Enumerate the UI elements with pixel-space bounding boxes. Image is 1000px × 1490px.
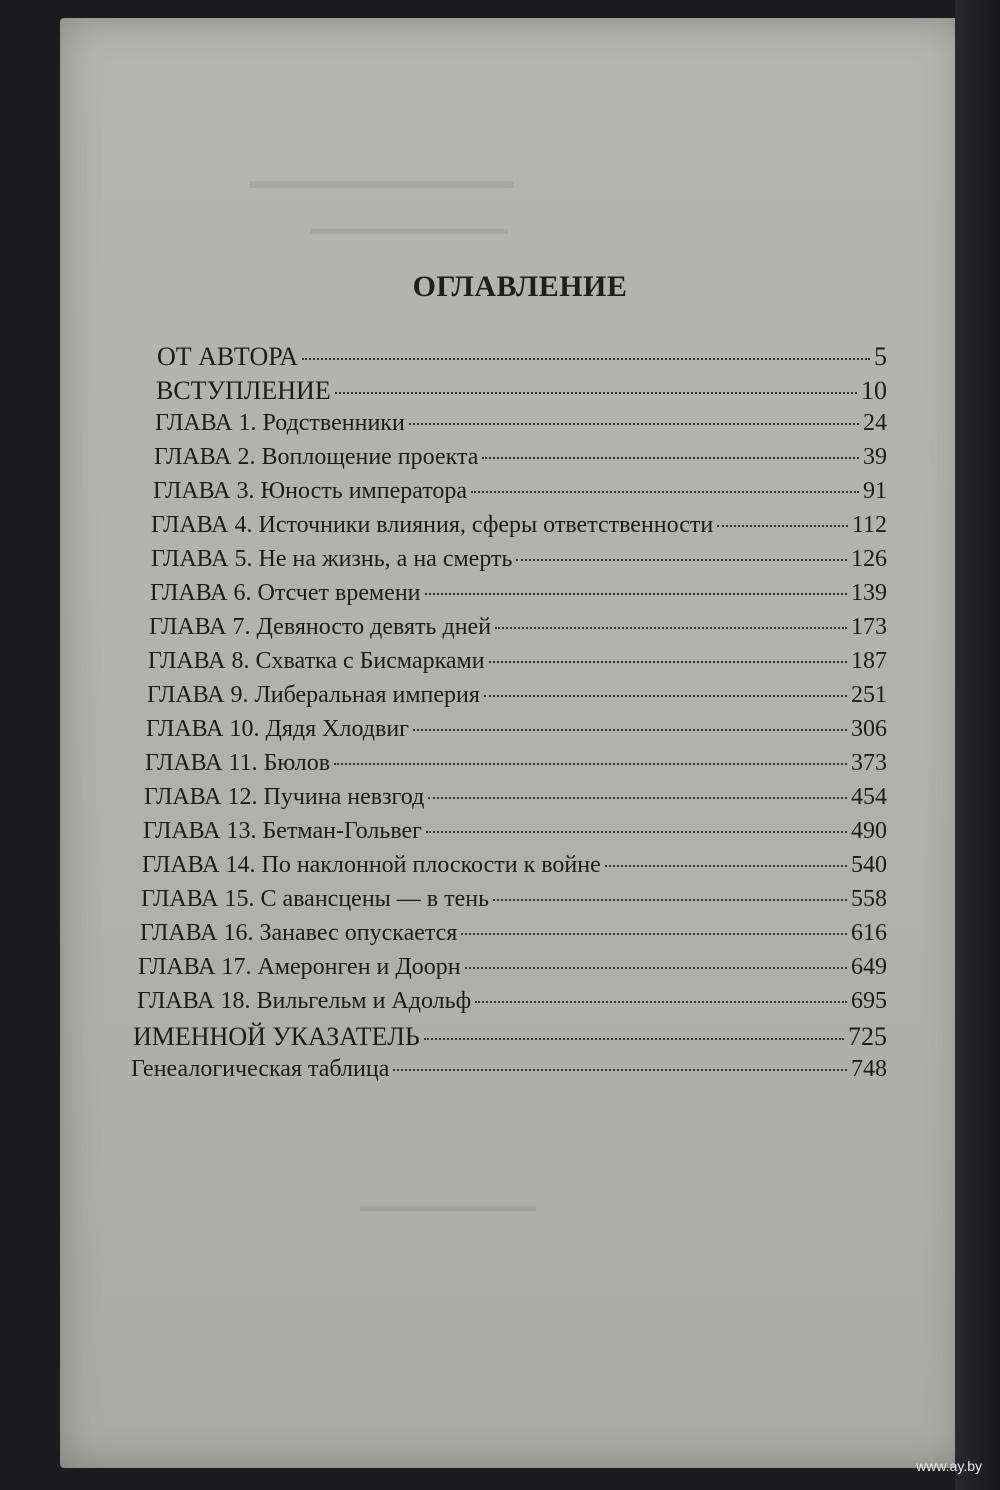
- toc-leader-dots: [409, 423, 859, 425]
- toc-entry: [142, 852, 887, 886]
- table-of-contents: [0, 342, 1000, 1082]
- toc-leader-dots: [413, 729, 847, 731]
- toc-entry-label: ГЛАВА 3. Юность императора: [153, 478, 468, 504]
- toc-entry-label: ГЛАВА 4. Источники влияния, сферы ответственности: [151, 512, 714, 538]
- toc-entry-page: 126: [851, 546, 887, 572]
- toc-entry-label: ГЛАВА 10. Дядя Хлодвиг: [146, 716, 410, 742]
- toc-entry: [147, 682, 887, 716]
- toc-leader-dots: [484, 695, 847, 697]
- toc-entry-page: 695: [851, 988, 887, 1014]
- toc-leader-dots: [495, 627, 847, 629]
- toc-entry-page: 490: [851, 818, 887, 844]
- bleed-through-text: ▬▬▬▬▬▬▬▬▬▬▬: [310, 218, 508, 238]
- toc-entry-page: 616: [851, 920, 887, 946]
- toc-leader-dots: [424, 1038, 844, 1040]
- toc-entry-label: ОТ АВТОРА: [157, 342, 299, 371]
- toc-entry: [141, 886, 887, 920]
- toc-entry-label: ГЛАВА 13. Бетман-Гольвег: [143, 818, 422, 844]
- toc-entry-page: 24: [863, 410, 887, 436]
- toc-entry: [131, 1056, 887, 1090]
- toc-entry-label: ГЛАВА 1. Родственники: [155, 410, 405, 436]
- toc-entry: [150, 580, 887, 614]
- toc-entry-label: ГЛАВА 2. Воплощение проекта: [154, 444, 479, 470]
- toc-entry: [151, 512, 887, 546]
- toc-leader-dots: [425, 593, 847, 595]
- toc-entry-label: ГЛАВА 12. Пучина невзгод: [144, 784, 425, 810]
- toc-entry-page: 5: [874, 342, 887, 371]
- toc-leader-dots: [493, 899, 847, 901]
- toc-leader-dots: [426, 831, 847, 833]
- toc-leader-dots: [489, 661, 847, 663]
- toc-entry-page: 725: [848, 1022, 887, 1051]
- toc-entry-label: ГЛАВА 16. Занавес опускается: [140, 920, 458, 946]
- toc-entry-label: ГЛАВА 9. Либеральная империя: [147, 682, 480, 708]
- toc-leader-dots: [717, 525, 848, 527]
- toc-entry: [140, 920, 887, 954]
- toc-entry: [153, 478, 887, 512]
- toc-entry-label: ГЛАВА 5. Не на жизнь, а на смерть: [151, 546, 513, 572]
- toc-entry-page: 139: [851, 580, 887, 606]
- toc-entry-page: 558: [851, 886, 887, 912]
- toc-entry: [144, 784, 887, 818]
- toc-entry: [156, 376, 887, 410]
- toc-entry: [146, 716, 887, 750]
- toc-title: ОГЛАВЛЕНИЕ: [412, 270, 628, 303]
- toc-entry-label: ГЛАВА 11. Бюлов: [145, 750, 331, 776]
- toc-entry-label: ВСТУПЛЕНИЕ: [156, 376, 331, 405]
- toc-entry: [155, 410, 887, 444]
- toc-entry-label: ГЛАВА 14. По наклонной плоскости к войне: [142, 852, 601, 878]
- toc-entry-page: 540: [851, 852, 887, 878]
- toc-leader-dots: [482, 457, 859, 459]
- toc-entry-page: 649: [851, 954, 887, 980]
- toc-entry: [154, 444, 887, 478]
- toc-entry-page: 187: [851, 648, 887, 674]
- toc-entry-label: ГЛАВА 6. Отсчет времени: [150, 580, 421, 606]
- toc-entry-page: 748: [851, 1056, 887, 1082]
- toc-entry-page: 251: [851, 682, 887, 708]
- toc-entry-page: 306: [851, 716, 887, 742]
- toc-entry: [151, 546, 887, 580]
- toc-entry-label: ГЛАВА 8. Схватка с Бисмарками: [148, 648, 485, 674]
- toc-entry-page: 112: [851, 512, 887, 538]
- toc-entry-label: ГЛАВА 7. Девяносто девять дней: [149, 614, 492, 640]
- toc-leader-dots: [302, 358, 870, 360]
- toc-leader-dots: [461, 933, 847, 935]
- bleed-through-text: ▬▬▬▬▬▬▬▬▬▬▬: [360, 1198, 536, 1215]
- toc-entry-label: ГЛАВА 18. Вильгельм и Адольф: [137, 988, 472, 1014]
- toc-leader-dots: [335, 392, 857, 394]
- toc-entry: [149, 614, 887, 648]
- site-watermark: www.ay.by: [916, 1458, 982, 1474]
- toc-entry: [145, 750, 887, 784]
- toc-entry: [148, 648, 887, 682]
- toc-entry-page: 454: [851, 784, 887, 810]
- toc-leader-dots: [605, 865, 847, 867]
- toc-leader-dots: [475, 1001, 847, 1003]
- toc-entry-page: 373: [851, 750, 887, 776]
- toc-leader-dots: [465, 967, 847, 969]
- toc-entry-page: 10: [861, 376, 887, 405]
- toc-entry-label: ГЛАВА 17. Амеронген и Доорн: [138, 954, 461, 980]
- toc-leader-dots: [516, 559, 847, 561]
- toc-leader-dots: [334, 763, 847, 765]
- toc-leader-dots: [471, 491, 859, 493]
- toc-entry-page: 173: [851, 614, 887, 640]
- toc-entry: [143, 818, 887, 852]
- toc-entry-label: ИМЕННОЙ УКАЗАТЕЛЬ: [133, 1022, 420, 1051]
- toc-entry: [138, 954, 887, 988]
- toc-entry-page: 39: [863, 444, 887, 470]
- toc-entry: [137, 988, 887, 1022]
- toc-entry-label: ГЛАВА 15. С авансцены — в тень: [141, 886, 490, 912]
- toc-entry-label: Генеалогическая таблица: [131, 1056, 390, 1082]
- toc-leader-dots: [393, 1069, 847, 1071]
- toc-entry-page: 91: [863, 478, 887, 504]
- toc-entry: [157, 342, 887, 376]
- toc-leader-dots: [428, 797, 847, 799]
- toc-entry: [133, 1022, 887, 1056]
- bleed-through-text: ▬▬▬▬▬▬▬▬▬▬▬▬: [250, 168, 514, 193]
